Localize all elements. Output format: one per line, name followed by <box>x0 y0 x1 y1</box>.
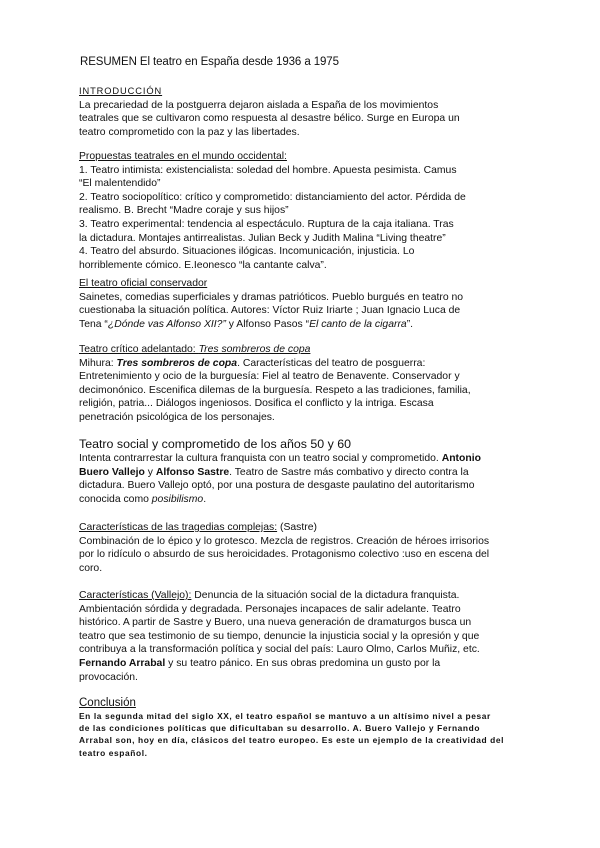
tragedias-heading-author: (Sastre) <box>277 522 317 533</box>
critico-text: . Características del teatro de posguerra: <box>237 357 426 369</box>
vallejo-heading-text: Características (Vallejo): <box>79 590 192 601</box>
critico-play-title: Tres sombreros de copa <box>116 357 238 369</box>
conclusion-line: teatro español. <box>79 747 148 758</box>
tragedias-heading-text: Características de las tragedias complejas: <box>79 522 278 533</box>
social-line: dictadura. Buero Vallejo optó, por una postura de desgaste paulatino del autoritarismo <box>79 480 475 492</box>
critico-line: penetración psicológica de los personajes. <box>79 411 275 423</box>
oficial-section <box>79 277 520 331</box>
vallejo-line: histórico. A partir de Sastre y Buero, una nueva generación de dramaturgos busca un <box>79 617 472 629</box>
oficial-heading: El teatro oficial conservador <box>79 278 208 289</box>
oficial-play-title: El canto de la cigarra <box>309 318 407 330</box>
author-name: Antonio <box>441 453 481 464</box>
social-line <box>79 493 520 507</box>
critico-section <box>79 343 520 425</box>
social-text: y <box>144 466 156 478</box>
page-title: RESUMEN El teatro en España desde 1936 a 1975 <box>80 56 339 68</box>
social-text: . <box>203 493 207 505</box>
critico-line <box>79 357 520 371</box>
critico-heading-title: Tres sombreros de copa <box>198 344 311 355</box>
social-section <box>79 437 520 506</box>
vallejo-line: teatro que sea testimonio de su tiempo, denuncie la injusticia social y la opresión y que <box>79 630 480 642</box>
critico-line: decimonónico. Escenifica dilemas de la burguesía. Respeto a las tradiciones, familia, <box>79 384 471 396</box>
vallejo-line <box>79 657 520 671</box>
tragedias-line: coro. <box>79 562 103 574</box>
conclusion-section <box>79 696 520 759</box>
propuestas-heading: Propuestas teatrales en el mundo occidental: <box>79 151 287 162</box>
conclusion-line: En la segunda mitad del siglo XX, el teatro español se mantuvo a un altísimo nivel a pesar <box>79 711 491 721</box>
intro-line: La precariedad de la postguerra dejaron aislada a España de los movimientos <box>79 99 439 111</box>
intro-line: teatro comprometido con la paz y las libertades. <box>79 126 300 138</box>
social-line <box>79 466 520 480</box>
author-name: Buero Vallejo <box>79 466 145 478</box>
critico-text: Mihura: <box>79 357 117 369</box>
social-text: Intenta contrarrestar la cultura franquista con un teatro social y comprometido. <box>79 453 442 464</box>
tragedias-section <box>79 521 520 575</box>
intro-heading: INTRODUCCIÓN <box>79 86 163 96</box>
propuestas-line: “El malentendido” <box>79 178 161 190</box>
social-text: conocida como <box>79 493 152 505</box>
propuestas-line: 1. Teatro intimista: existencialista: soledad del hombre. Apuesta pesimista. Camus <box>79 164 457 176</box>
tragedias-line: por lo ridículo o absurdo de sus heroicidades. Protagonismo colectivo :uso en escena del <box>79 549 490 561</box>
oficial-play-title: ¿Dónde vas Alfonso XII?” <box>107 318 226 330</box>
oficial-text: Tena “ <box>79 318 108 330</box>
propuestas-line: la dictadura. Montajes antirrealistas. Julian Beck y Judith Malina “Living theatre” <box>79 232 446 244</box>
vallejo-heading <box>79 589 520 603</box>
social-line <box>79 452 520 466</box>
tragedias-line: Combinación de lo épico y lo grotesco. Mezcla de registros. Creación de héroes irrisorios <box>79 535 490 547</box>
conclusion-heading: Conclusión <box>79 697 136 709</box>
propuestas-section <box>79 150 520 272</box>
oficial-line: Sainetes, comedias superficiales y dramas patrióticos. Pueblo burgués en teatro no <box>79 291 464 303</box>
vallejo-line: Ambientación sórdida y degradada. Personajes incapaces de salir adelante. Teatro <box>79 603 461 615</box>
vallejo-heading-desc: Denuncia de la situación social de la dictadura franquista. <box>191 590 460 601</box>
vallejo-section <box>79 589 520 684</box>
social-term: posibilismo <box>151 493 204 505</box>
oficial-line <box>79 318 520 332</box>
tragedias-heading <box>79 521 520 535</box>
propuestas-line: horriblemente cómico. E.Ieonesco “la cantante calva”. <box>79 259 327 271</box>
vallejo-text: y su teatro pánico. En sus obras predomina un gusto por la <box>165 657 441 669</box>
conclusion-line: de las condiciones políticas que dificultaban su desarrollo. A. Buero Vallejo y Fernando <box>79 723 481 734</box>
intro-section <box>79 85 520 139</box>
conclusion-line: Arrabal son, hoy en día, clásicos del teatro europeo. Es este un ejemplo de la creatividad del <box>79 735 505 746</box>
oficial-line: cuestionaba la situación política. Autores: Víctor Ruiz Iriarte ; Juan Ignacio Luca de <box>79 305 461 317</box>
propuestas-line: realismo. B. Brecht “Madre coraje y sus hijos” <box>79 205 289 217</box>
author-name: Fernando Arrabal <box>79 657 166 669</box>
author-name: Alfonso Sastre <box>155 466 230 478</box>
social-heading: Teatro social y comprometido de los años 50 y 60 <box>79 437 352 451</box>
vallejo-line: contribuya a la transformación política y social del país: Lauro Olmo, Carlos Muñiz, etc. <box>79 644 480 656</box>
critico-line: Entretenimiento y ocio de la burguesía: Fiel al teatro de Benavente. Conservador y <box>79 371 460 383</box>
propuestas-line: 2. Teatro sociopolítico: crítico y comprometido: distanciamiento del actor. Pérdida de <box>79 191 466 203</box>
intro-line: teatrales que se cultivaron como respuesta al desastre bélico. Surge en Europa un <box>79 113 460 125</box>
critico-heading <box>79 343 520 357</box>
oficial-text: ”. <box>406 318 414 330</box>
vallejo-line: provocación. <box>79 671 138 683</box>
conclusion-body <box>79 710 520 759</box>
oficial-text: y Alfonso Pasos “ <box>225 318 310 330</box>
critico-heading-text: Teatro crítico adelantado: <box>79 344 199 355</box>
propuestas-line: 4. Teatro del absurdo. Situaciones ilógicas. Incomunicación, injusticia. Lo <box>79 246 415 258</box>
social-text: . Teatro de Sastre más combativo y directo contra la <box>229 466 469 478</box>
propuestas-line: 3. Teatro experimental: tendencia al espectáculo. Ruptura de la caja italiana. Tras <box>79 218 454 230</box>
critico-line: religión, patria... Diálogos ingeniosos. Dosifica el conflicto y la intriga. Escasa <box>79 398 434 410</box>
